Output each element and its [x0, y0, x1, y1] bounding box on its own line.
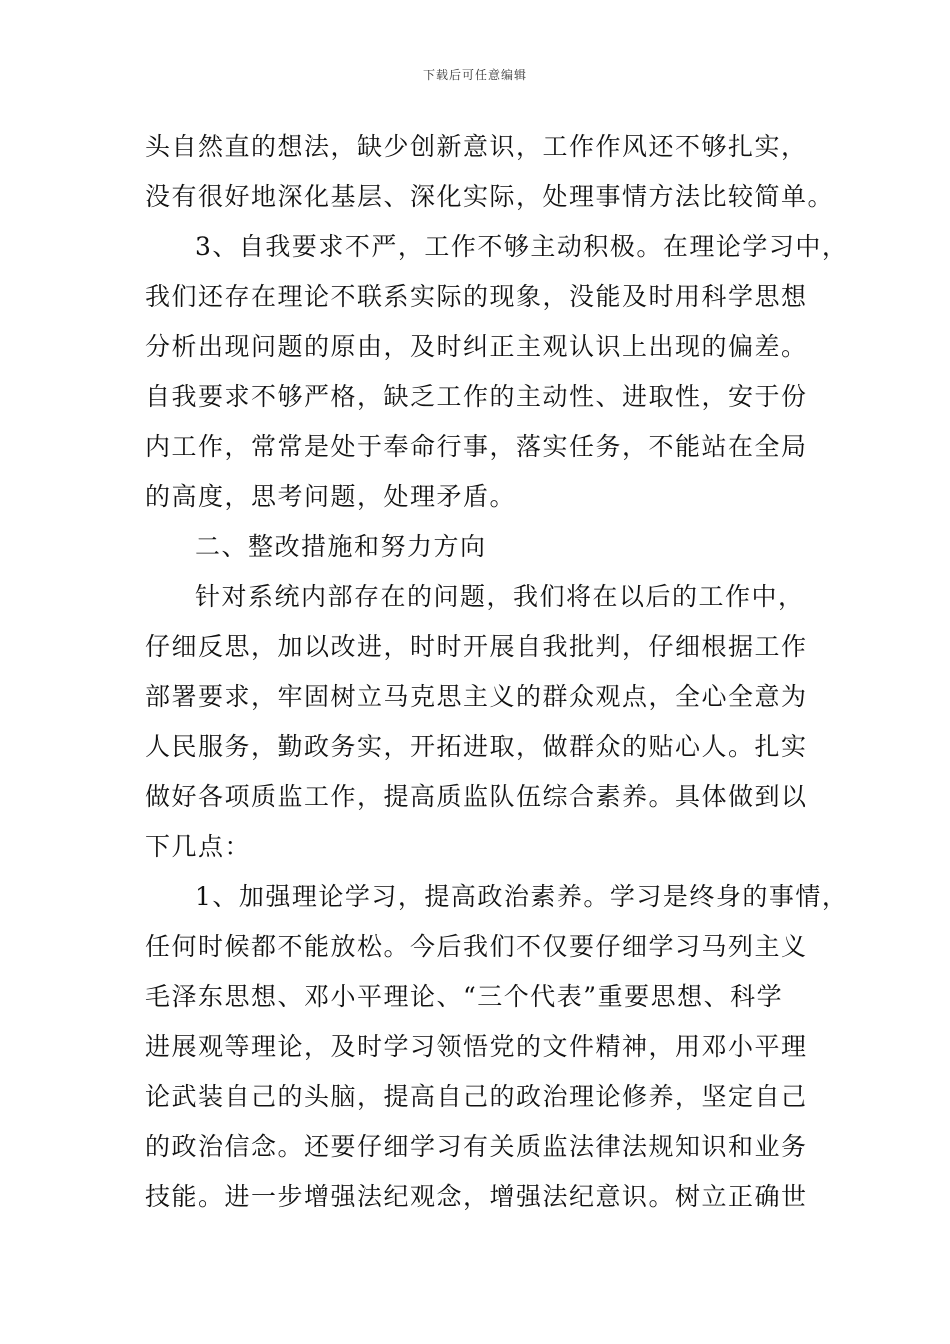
- text-line: 内工作，常常是处于奉命行事，落实任务，不能站在全局: [145, 432, 808, 461]
- text-line: 的高度，思考问题，处理矛盾。: [145, 482, 517, 511]
- text-line: 人民服务，勤政务实，开拓进取，做群众的贴心人。扎实: [145, 732, 808, 761]
- text-line: 自我要求不够严格，缺乏工作的主动性、进取性，安于份: [145, 382, 808, 411]
- text-line: 技能。进一步增强法纪观念，增强法纪意识。树立正确世: [145, 1182, 808, 1211]
- text-line: 下几点：: [145, 832, 252, 861]
- text-line: 我们还存在理论不联系实际的现象，没能及时用科学思想: [145, 282, 808, 311]
- document-body: [145, 122, 849, 1222]
- text-line: 头自然直的想法，缺少创新意识，工作作风还不够扎实，: [145, 132, 808, 161]
- text-line: 做好各项质监工作，提高质监队伍综合素养。具体做到以: [145, 782, 808, 811]
- text-line: 进展观等理论，及时学习领悟党的文件精神，用邓小平理: [145, 1032, 808, 1061]
- section-heading: 二、整改措施和努力方向: [195, 532, 487, 561]
- header-note: 下载后可任意编辑: [422, 68, 527, 82]
- text-line: 论武装自己的头脑，提高自己的政治理论修养，坚定自己: [145, 1082, 808, 1111]
- text-line: 3、自我要求不严，工作不够主动积极。在理论学习中，: [195, 232, 849, 261]
- text-line: 仔细反思，加以改进，时时开展自我批判，仔细根据工作: [145, 632, 808, 661]
- text-line: 分析出现问题的原由，及时纠正主观认识上出现的偏差。: [145, 332, 808, 361]
- text-line: 任何时候都不能放松。今后我们不仅要仔细学习马列主义: [145, 932, 808, 961]
- text-line: 1、加强理论学习，提高政治素养。学习是终身的事情，: [195, 882, 849, 911]
- text-line: 毛泽东思想、邓小平理论、“三个代表”重要思想、科学: [145, 982, 784, 1011]
- text-line: 没有很好地深化基层、深化实际，处理事情方法比较简单。: [145, 182, 835, 211]
- text-line: 针对系统内部存在的问题，我们将在以后的工作中，: [195, 582, 805, 611]
- text-line: 部署要求，牢固树立马克思主义的群众观点，全心全意为: [145, 682, 808, 711]
- text-line: 的政治信念。还要仔细学习有关质监法律法规知识和业务: [145, 1132, 808, 1161]
